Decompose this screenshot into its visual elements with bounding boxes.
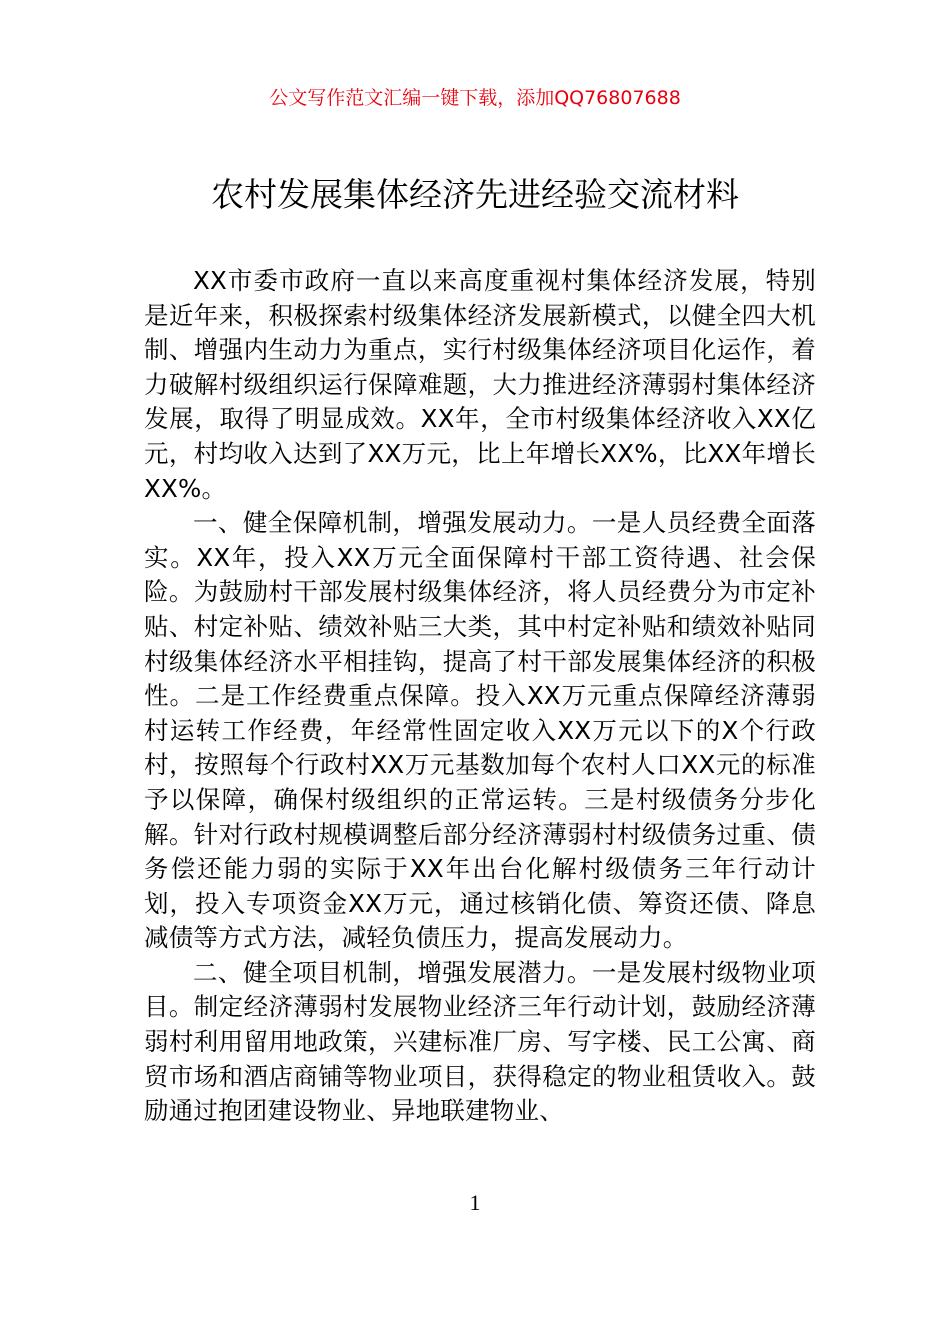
page-number: 1 <box>469 1190 481 1215</box>
body-paragraph-section-2: 二、健全项目机制，增强发展潜力。一是发展村级物业项目。制定经济薄弱村发展物业经济三年行动计划，鼓励经济薄弱村利用留用地政策，兴建标准厂房、写字楼、民工公寓、商贸市场和酒店商铺等物业项目，获得稳定的物业租赁收入。鼓励通过抱团建设物业、异地联建物业、 <box>144 957 816 1126</box>
body-paragraph-intro: XX市委市政府一直以来高度重视村集体经济发展，特别是近年来，积极探索村级集体经济发展新模式，以健全四大机制、增强内生动力为重点，实行村级集体经济项目化运作，着力破解村级组织运行保障难题，大力推进经济薄弱村集体经济发展，取得了明显成效。XX年，全市村级集体经济收入XX亿元，村均收入达到了XX万元，比上年增长XX%，比XX年增长XX%。 <box>144 266 816 503</box>
document-title: 农村发展集体经济先进经验交流材料 <box>211 175 739 214</box>
download-promo-note: 公文写作范文汇编一键下载，添加QQ76807688 <box>269 87 681 109</box>
document-body <box>144 264 816 1129</box>
body-paragraph-section-1: 一、健全保障机制，增强发展动力。一是人员经费全面落实。XX年，投入XX万元全面保障村干部工资待遇、社会保险。为鼓励村干部发展村级集体经济，将人员经费分为市定补贴、村定补贴、绩效补贴三大类，其中村定补贴和绩效补贴同村级集体经济水平相挂钩，提高了村干部发展集体经济的积极性。二是工作经费重点保障。投入XX万元重点保障经济薄弱村运转工作经费，年经常性固定收入XX万元以下的X个行政村，按照每个行政村XX万元基数加每个农村人口XX元的标准予以保障，确保村级组织的正常运转。三是村级债务分步化解。针对行政村规模调整后部分经济薄弱村村级债务过重、债务偿还能力弱的实际于XX年出台化解村级债务三年行动计划，投入专项资金XX万元，通过核销化债、筹资还债、降息减债等方式方法，减轻负债压力，提高发展动力。 <box>144 508 816 953</box>
